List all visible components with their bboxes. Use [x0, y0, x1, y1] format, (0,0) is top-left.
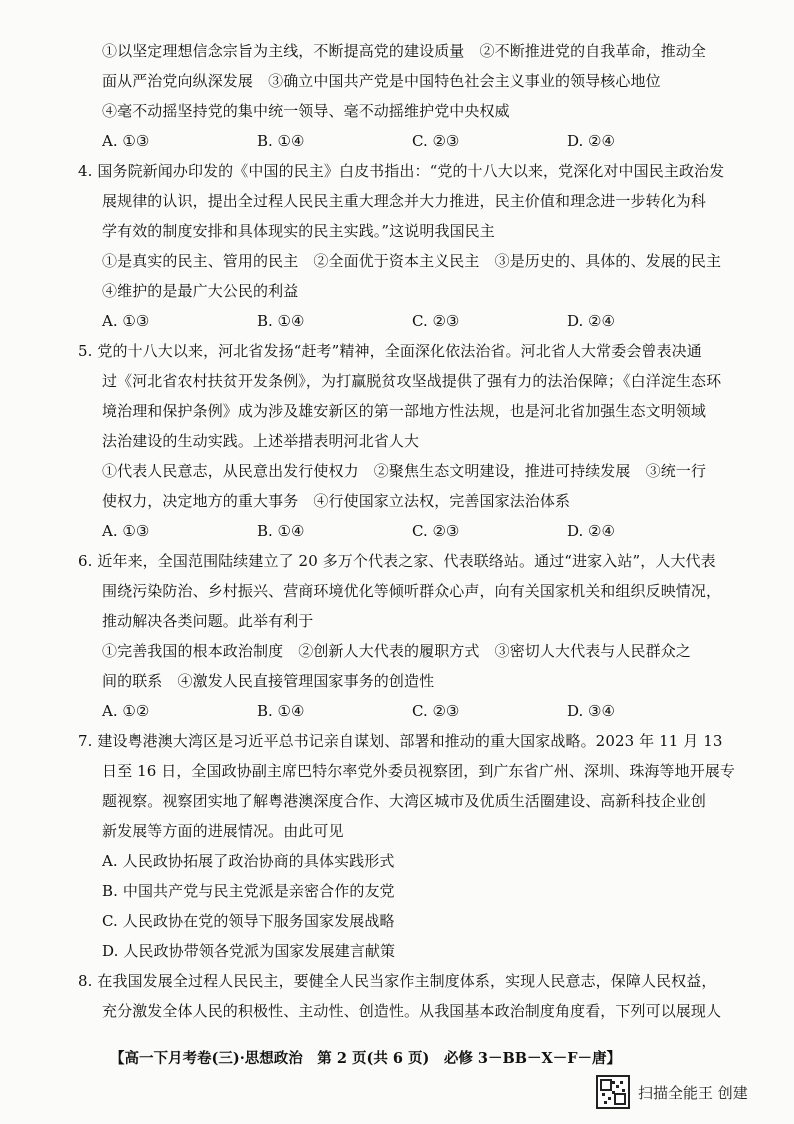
- text-line: ④维护的是最广大公民的利益: [102, 282, 299, 300]
- text-line: 推动解决各类问题。此举有利于: [102, 612, 314, 630]
- question-stem-line: 4. 国务院新闻办印发的《中国的民主》白皮书指出：“党的十八大以来，党深化对中国民主政治发: [78, 162, 725, 180]
- text-line: 充分激发全体人民的积极性、主动性、创造性。从我国基本政治制度角度看，下列可以展现人: [102, 1002, 722, 1020]
- text-line: ①以坚定理想信念宗旨为主线，不断提高党的建设质量 ②不断推进党的自我革命，推动全: [102, 42, 707, 60]
- answer-option: B. ①④: [257, 522, 305, 540]
- text-line: 间的联系 ④激发人民直接管理国家事务的创造性: [102, 672, 435, 690]
- answer-option: B. ①④: [257, 132, 305, 150]
- answer-option: C. ②③: [412, 312, 460, 330]
- text-line: 围绕污染防治、乡村振兴、营商环境优化等倾听群众心声，向有关国家机关和组织反映情况，: [102, 582, 722, 600]
- text-line: 面从严治党向纵深发展 ③确立中国共产党是中国特色社会主义事业的领导核心地位: [102, 72, 661, 90]
- page-footer: 【高一下月考卷(三)·思想政治 第 2 页(共 6 页) 必修 3－BB－X－F－唐】: [110, 1050, 622, 1067]
- answer-option: C. ②③: [412, 522, 460, 540]
- answer-options: [78, 696, 726, 726]
- answer-option: A. ①②: [102, 702, 150, 720]
- text-line: 法治建设的生动实践。上述举措表明河北省人大: [102, 432, 420, 450]
- text-line: ①是真实的民主、管用的民主 ②全面优于资本主义民主 ③是历史的、具体的、发展的民主: [102, 252, 722, 270]
- question-stem-line: 5. 党的十八大以来，河北省发扬“赶考”精神，全面深化依法治省。河北省人大常委会曾表决通: [78, 342, 702, 360]
- text-line: 使权力，决定地方的重大事务 ④行使国家立法权，完善国家法治体系: [102, 492, 571, 510]
- text-line: B. 中国共产党与民主党派是亲密合作的友党: [102, 882, 395, 900]
- answer-option: D. ②④: [567, 312, 615, 330]
- text-line: ④毫不动摇坚持党的集中统一领导、毫不动摇维护党中央权威: [102, 102, 510, 120]
- answer-option: C. ②③: [412, 702, 460, 720]
- text-line: 题视察。视察团实地了解粤港澳深度合作、大湾区城市及优质生活圈建设、高新科技企业创: [102, 792, 707, 810]
- answer-option: D. ②④: [567, 132, 615, 150]
- scanner-watermark: [596, 1074, 748, 1110]
- text-line: ①代表人民意志，从民意出发行使权力 ②聚焦生态文明建设，推进可持续发展 ③统一行: [102, 462, 707, 480]
- question-stem-line: 8. 在我国发展全过程人民民主，要健全人民当家作主制度体系，实现人民意志，保障人民权益，: [78, 972, 717, 990]
- text-line: 展规律的认识，提出全过程人民民主重大理念并大力推进，民主价值和理念进一步转化为科: [102, 192, 707, 210]
- watermark-text: 扫描全能王 创建: [638, 1083, 748, 1102]
- text-line: ①完善我国的根本政治制度 ②创新人大代表的履职方式 ③密切人大代表与人民群众之: [102, 642, 691, 660]
- answer-option: D. ②④: [567, 522, 615, 540]
- answer-option: C. ②③: [412, 132, 460, 150]
- answer-options: [78, 126, 726, 156]
- answer-option: A. ①③: [102, 312, 150, 330]
- text-line: A. 人民政协拓展了政治协商的具体实践形式: [102, 852, 395, 870]
- question-body: [78, 36, 736, 1026]
- answer-option: D. ③④: [567, 702, 615, 720]
- answer-option: B. ①④: [257, 702, 305, 720]
- answer-options: [78, 306, 726, 336]
- text-line: 新发展等方面的进展情况。由此可见: [102, 822, 344, 840]
- answer-option: B. ①④: [257, 312, 305, 330]
- answer-option: A. ①③: [102, 132, 150, 150]
- text-line: 境治理和保护条例》成为涉及雄安新区的第一部地方性法规，也是河北省加强生态文明领域: [102, 402, 707, 420]
- question-stem-line: 7. 建设粤港澳大湾区是习近平总书记亲自谋划、部署和推动的重大国家战略。2023 年 11 月 13: [78, 732, 723, 750]
- text-line: 过《河北省农村扶贫开发条例》，为打赢脱贫攻坚战提供了强有力的法治保障；《白洋淀生态环: [102, 372, 722, 390]
- text-line: 日至 16 日，全国政协副主席巴特尔率党外委员视察团，到广东省广州、深圳、珠海等地开展专: [102, 762, 736, 780]
- answer-option: A. ①③: [102, 522, 150, 540]
- text-line: 学有效的制度安排和具体现实的民主实践。”这说明我国民主: [102, 222, 495, 240]
- question-stem-line: 6. 近年来，全国范围陆续建立了 20 多万个代表之家、代表联络站。通过“进家入站”，人大代表: [78, 552, 716, 570]
- qr-code-icon: [596, 1075, 630, 1109]
- text-line: C. 人民政协在党的领导下服务国家发展战略: [102, 912, 395, 930]
- text-line: D. 人民政协带领各党派为国家发展建言献策: [102, 942, 396, 960]
- answer-options: [78, 516, 726, 546]
